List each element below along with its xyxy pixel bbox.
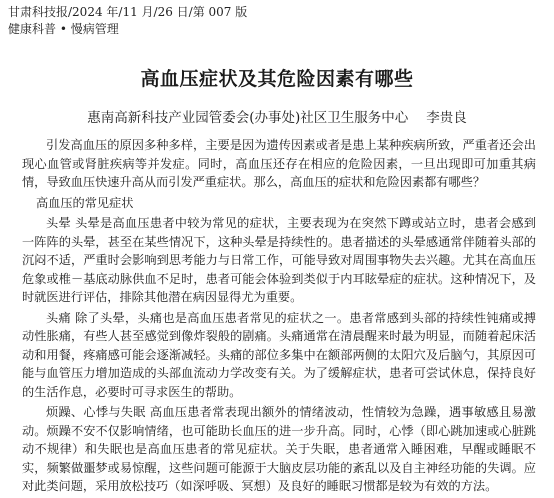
article-byline [0,106,554,126]
section-heading: 高血压的常见症状 [36,195,134,210]
masthead [8,4,247,38]
paragraph-irritability: 烦躁、心悸与失眠 高血压患者常表现出额外的情绪波动，性情较为急躁，遇事敏感且易激动。烦躁不安不仅影响情绪，也可能助长血压的进一步升高。同时，心悸（即心跳加速或心脏跳动不规律）和失眠也是高血压患者的常见症状。关于失眠，患者通常入睡困难，早醒或睡眠不实，频繁做噩梦或易惊醒，这些问题可能源于大脑皮层功能的紊乱以及自主神经功能的失调。应对此类问题，采用放松技巧（如深呼吸、冥想）及良好的睡眠习惯都是较为有效的方法。 [22,405,536,493]
paragraph-headache: 头痛 除了头晕，头痛也是高血压患者常见的症状之一。患者常感到头部的持续性钝痛或搏动性胀痛，有些人甚至感觉到像炸裂般的剧痛。头痛通常在清晨醒来时最为明显，而随着起床活动和用餐，疼痛感可能会逐渐减轻。头痛的部位多集中在额部两侧的太阳穴及后脑勺，其原因可能与血管压力增加造成的头部血流动力学改变有关。为了缓解症状，患者可尝试休息，保持良好的生活作息，必要时可寻求医生的帮助。 [22,310,536,399]
byline-organization: 惠南高新科技产业园管委会(办事处)社区卫生服务中心 [87,110,409,126]
masthead-section-line: 健康科普 • 慢病管理 [8,22,119,36]
masthead-issue-line: 甘肃科技报/2024 年/11 月/26 日/第 007 版 [8,5,248,19]
article-body [22,136,536,498]
article-title: 高血压症状及其危险因素有哪些 [140,68,414,90]
paragraph-intro: 引发高血压的原因多种多样，主要是因为遗传因素或者是患上某种疾病所致，严重者还会出现心血管或肾脏疾病等并发症。同时，高血压还存在相应的危险因素，一旦出现即可加重其病情，导致血压快速升高从而引发严重症状。那么，高血压的症状和危险因素都有哪些？ [22,138,536,189]
byline-author: 李贵良 [426,110,467,126]
paragraph-dizziness: 头晕 头晕是高血压患者中较为常见的症状，主要表现为在突然下蹲或站立时，患者会感到一阵阵的头晕，甚至在某些情况下，这种头晕是持续性的。患者描述的头晕感通常伴随着头部的沉闷不适，严重时会影响到思考能力与日常工作，可能导致对周围事物失去兴趣。尤其在高血压危象或椎－基底动脉供血不足时，患者可能会体验到类似于内耳眩晕症的症状。这种情况下，及时就医进行评估，排除其他潜在病因显得尤为重要。 [22,216,536,304]
